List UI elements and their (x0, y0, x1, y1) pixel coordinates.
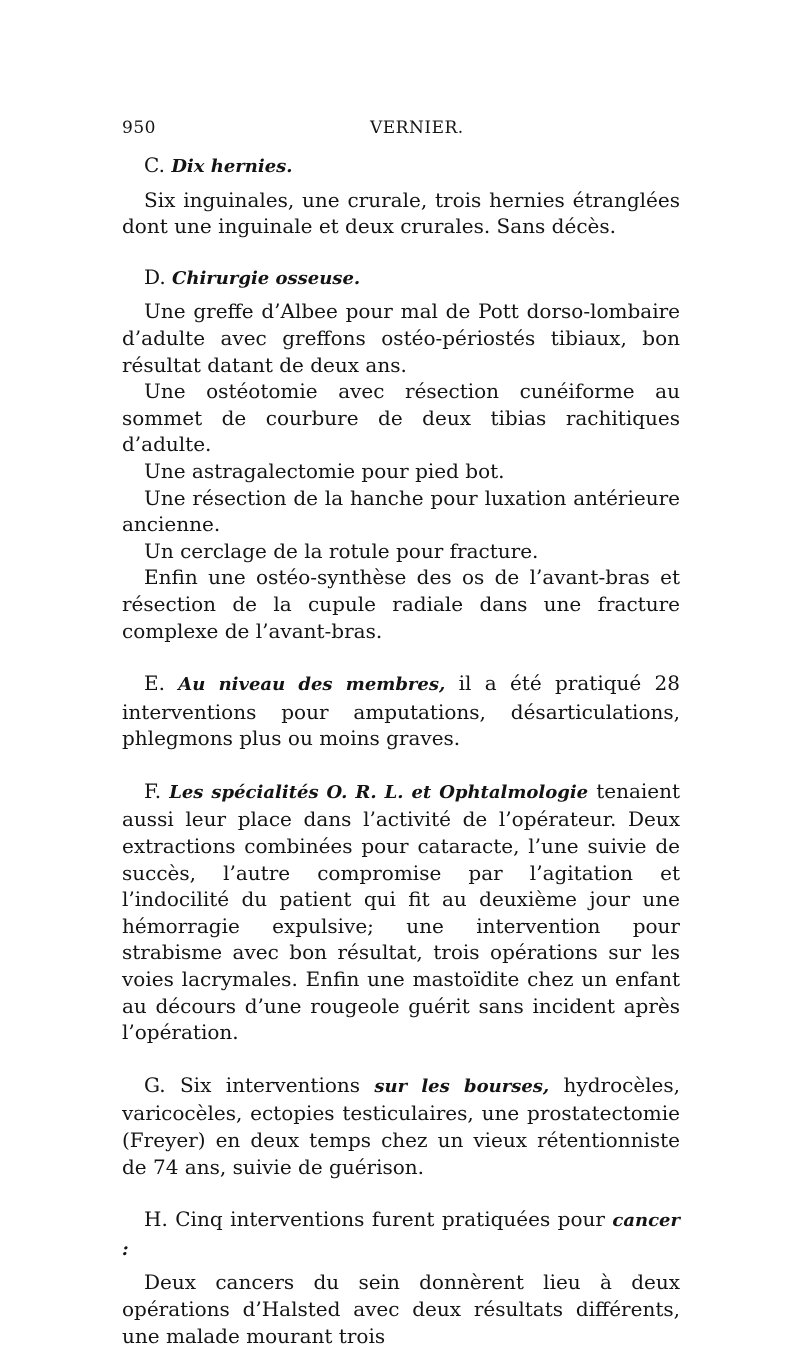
section-d-paragraph-4: Une résection de la hanche pour luxation antérieure ancienne. (122, 485, 680, 537)
section-d-paragraph-1: Une greffe d’Albee pour mal de Pott dorso-lombaire d’adulte avec greffons ostéo-périostés tibiaux, bon résultat datant de deux ans. (122, 299, 680, 377)
section-g-paragraph (122, 1072, 680, 1180)
section-g-letter: G. (144, 1072, 166, 1097)
section-c-title: Dix hernies. (171, 156, 293, 177)
section-e-title: Au niveau des membres, (178, 674, 446, 696)
section-h-paragraph: Deux cancers du sein donnèrent lieu à deux opérations d’Halsted avec deux résultats différents, une malade mourant trois (122, 1270, 680, 1348)
section-e-paragraph (122, 670, 680, 752)
section-c-paragraph: Six inguinales, une crurale, trois hernies étranglées dont une inguinale et deux crurales. Sans décès. (122, 187, 680, 239)
section-e-letter: E. (144, 671, 165, 696)
section-g-title: sur les bourses, (374, 1075, 550, 1097)
section-h-heading (122, 1206, 680, 1263)
section-d-heading (122, 264, 680, 293)
section-h-letter: H. (144, 1207, 168, 1232)
section-h-text-before: Cinq interventions furent pratiquées pour (167, 1207, 613, 1232)
section-f-paragraph (122, 778, 680, 1046)
section-f-letter: F. (144, 778, 162, 803)
section-d-paragraph-3: Une astragalectomie pour pied bot. (144, 458, 505, 483)
section-c-letter: C. (144, 153, 165, 177)
page-header (122, 118, 680, 142)
running-head: VERNIER. (370, 118, 464, 138)
section-g-text-after: hydrocèles, varicocèles, ectopies testiculaires, une prostatectomie (Freyer) en deux temps chez un vieux rétentionniste de 74 ans, suivie de guérison. (122, 1072, 681, 1179)
page-body (122, 152, 680, 1349)
page-number: 950 (122, 118, 156, 138)
section-d-paragraph-5: Un cerclage de la rotule pour fracture. (144, 538, 539, 563)
section-f-text: tenaient aussi leur place dans l’activité de l’opérateur. Deux extractions combinées pour cataracte, l’une suivie de succès, l’autre compromise par l’agitation et l’indocilité du patient qui fit au deuxième jour une hémorragie expulsive; une intervention pour strabisme avec bon résultat, trois opérations sur les voies lacrymales. Enfin une mastoïdite chez un enfant au décours d’une rougeole guérit sans incident après l’opération. (122, 778, 681, 1045)
section-h-title: cancer : (122, 1210, 680, 1260)
section-f-title: Les spécialités O. R. L. et Ophtalmologie (169, 781, 589, 803)
section-g-text-before: Six interventions (165, 1072, 375, 1097)
section-d-title: Chirurgie osseuse. (172, 267, 361, 289)
section-d-paragraph-2: Une ostéotomie avec résection cunéiforme au sommet de courbure de deux tibias rachitiques d’adulte. (122, 379, 680, 457)
section-d-paragraph-6: Enfin une ostéo-synthèse des os de l’avant-bras et résection de la cupule radiale dans une fracture complexe de l’avant-bras. (122, 565, 680, 643)
section-c-heading (122, 152, 680, 181)
section-d-letter: D. (144, 264, 166, 289)
section-e-text: il a été pratiqué 28 interventions pour amputations, désarticulations, phlegmons plus ou moins graves. (122, 671, 681, 751)
